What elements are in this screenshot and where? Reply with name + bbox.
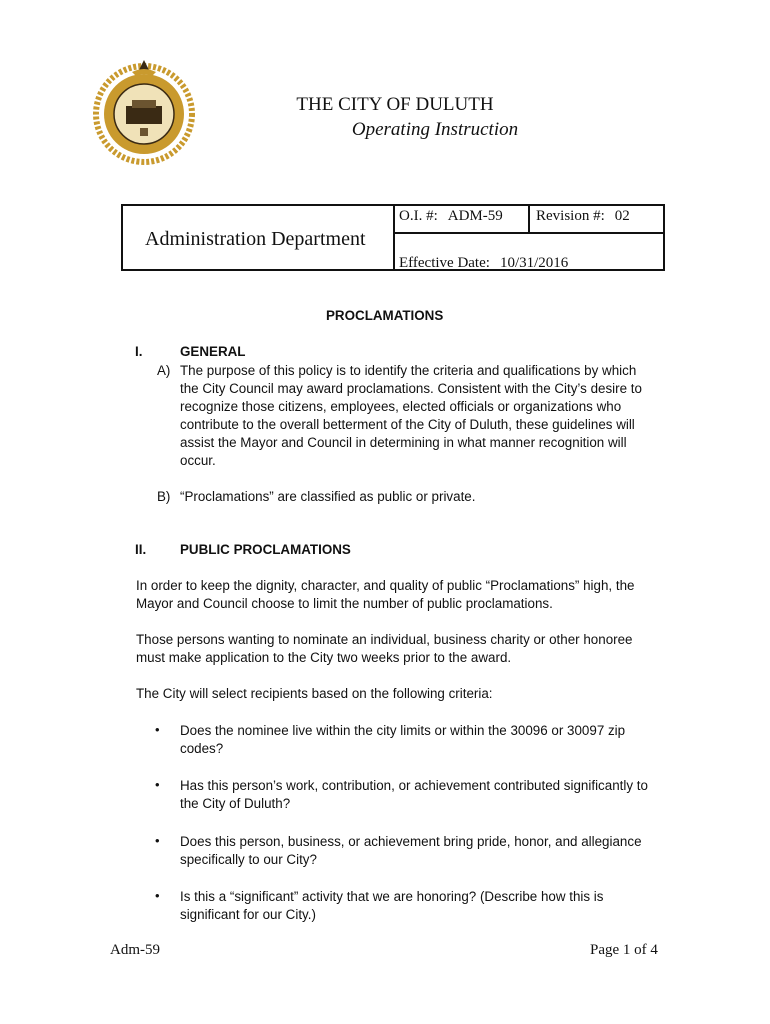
- bullet-line: Does the nominee live within the city limits or within the 30096 or 30097 zip: [180, 723, 626, 738]
- document-subtitle: Operating Instruction: [351, 119, 519, 140]
- table-divider: [393, 232, 663, 234]
- section-title: PUBLIC PROCLAMATIONS: [180, 542, 351, 557]
- section-numeral: II.: [135, 542, 147, 557]
- paragraph-line: the City Council may award proclamations. Consistent with the City’s desire to: [180, 381, 642, 396]
- department-name: Administration Department: [145, 228, 366, 250]
- footer-page-number: Page 1 of 4: [590, 942, 658, 958]
- bullet-line: Has this person’s work, contribution, or achievement contributed significantly to: [180, 778, 648, 793]
- bullet-line: specifically to our City?: [180, 852, 317, 867]
- paragraph-line: The City will select recipients based on the following criteria:: [136, 686, 493, 701]
- city-seal-icon: [88, 56, 200, 168]
- bullet-icon: •: [155, 722, 160, 737]
- section-title: GENERAL: [180, 344, 246, 359]
- footer-doc-id: Adm-59: [110, 942, 160, 958]
- bullet-icon: •: [155, 777, 160, 792]
- bullet-line: significant for our City.): [180, 907, 316, 922]
- bullet-icon: •: [155, 833, 160, 848]
- paragraph-line: recognize those citizens, employees, elected officials or organizations who: [180, 399, 622, 414]
- oi-value: ADM-59: [447, 208, 503, 224]
- paragraph-line: occur.: [180, 453, 216, 468]
- oi-number: [399, 208, 503, 225]
- list-item-label: B): [157, 489, 171, 504]
- paragraph-line: assist the Mayor and Council in determining in what manner recognition will: [180, 435, 627, 450]
- section-numeral: I.: [135, 344, 143, 359]
- document-info-table: [121, 204, 665, 271]
- bullet-icon: •: [155, 888, 160, 903]
- table-divider: [528, 206, 530, 234]
- bullet-line: Does this person, business, or achievement bring pride, honor, and allegiance: [180, 834, 642, 849]
- revision-label: Revision #:: [536, 208, 605, 224]
- revision-number: [536, 208, 630, 225]
- table-divider: [393, 206, 395, 269]
- document-title: THE CITY OF DULUTH: [296, 94, 494, 115]
- bullet-line: the City of Duluth?: [180, 796, 291, 811]
- page-heading: PROCLAMATIONS: [326, 308, 444, 323]
- list-item-label: A): [157, 363, 171, 378]
- oi-label: O.I. #:: [399, 208, 438, 224]
- paragraph-line: In order to keep the dignity, character, and quality of public “Proclamations” high, the: [136, 578, 635, 593]
- revision-value: 02: [614, 208, 630, 224]
- paragraph-line: “Proclamations” are classified as public or private.: [180, 489, 476, 504]
- effective-date: [399, 255, 568, 272]
- paragraph-line: Those persons wanting to nominate an individual, business charity or other honoree: [136, 632, 633, 647]
- paragraph-line: must make application to the City two weeks prior to the award.: [136, 650, 512, 665]
- effective-label: Effective Date:: [399, 255, 490, 271]
- paragraph-line: contribute to the overall betterment of the City of Duluth, these guidelines will: [180, 417, 635, 432]
- bullet-line: codes?: [180, 741, 224, 756]
- bullet-line: Is this a “significant” activity that we are honoring? (Describe how this is: [180, 889, 604, 904]
- effective-value: 10/31/2016: [499, 255, 569, 271]
- paragraph-line: Mayor and Council choose to limit the number of public proclamations.: [136, 596, 553, 611]
- paragraph-line: The purpose of this policy is to identify the criteria and qualifications by which: [180, 363, 637, 378]
